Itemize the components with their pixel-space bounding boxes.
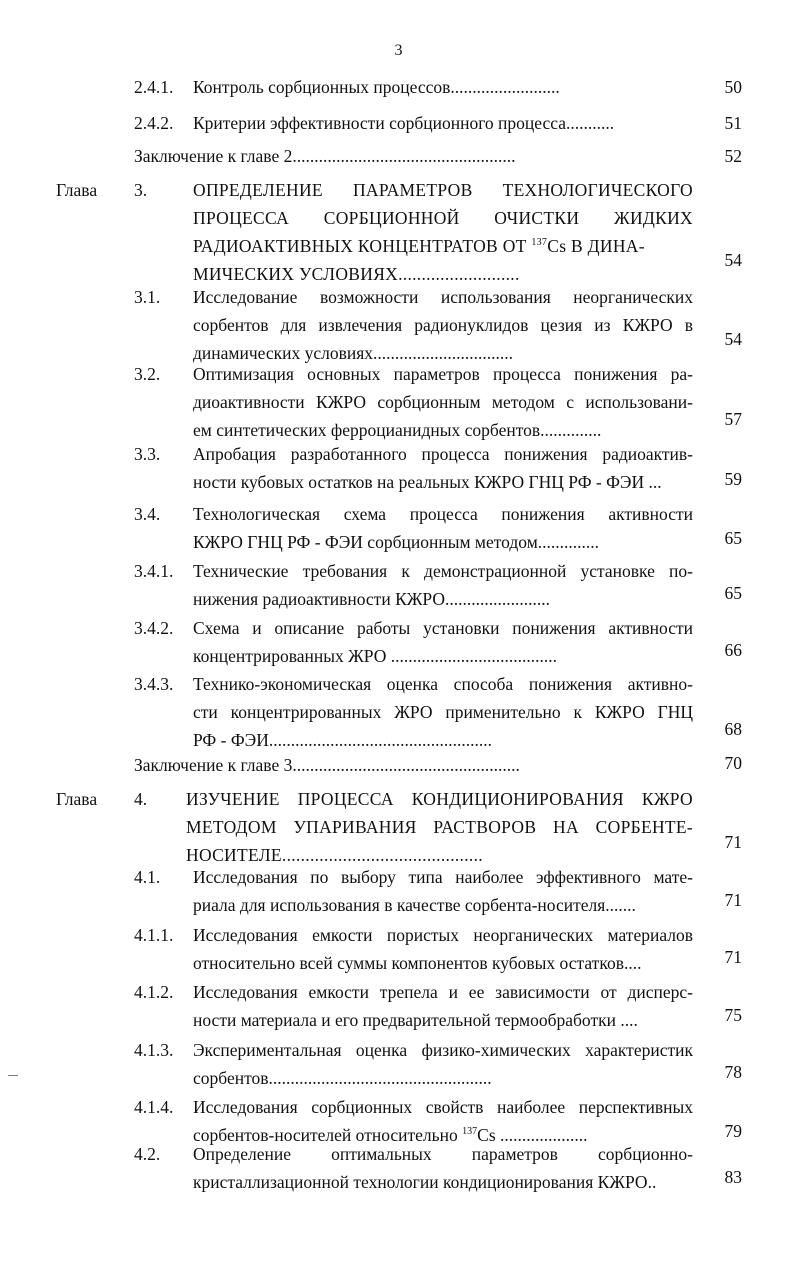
entry-title-line: нижения радиоактивности КЖРО........................ bbox=[193, 589, 551, 609]
section-number: 2.4.2. bbox=[134, 113, 174, 133]
page-ref: 59 bbox=[724, 469, 742, 489]
entry-title-line: сорбентов для извлечения радионуклидов цезия из КЖРО в bbox=[193, 315, 693, 335]
entry-title-line: концентрированных ЖРО ...................................... bbox=[193, 646, 558, 666]
entry-title-part: РАДИОАКТИВНЫХ КОНЦЕНТРАТОВ ОТ bbox=[193, 236, 527, 256]
section-number: 3.4.3. bbox=[134, 674, 174, 694]
entry-title-line: ОПРЕДЕЛЕНИЕ ПАРАМЕТРОВ ТЕХНОЛОГИЧЕСКОГО bbox=[193, 180, 693, 200]
section-number: 2.4.1. bbox=[134, 77, 174, 97]
page-ref: 54 bbox=[724, 250, 742, 270]
entry-title-line: Исследования сорбционных свойств наиболее перспективных bbox=[193, 1097, 693, 1117]
entry-title-line: РФ - ФЭИ................................................... bbox=[193, 730, 492, 750]
page-ref: 70 bbox=[724, 753, 742, 773]
entry-title-line: Технико-экономическая оценка способа понижения активно- bbox=[193, 674, 693, 694]
entry-title-line: ПРОЦЕССА СОРБЦИОННОЙ ОЧИСТКИ ЖИДКИХ bbox=[193, 208, 693, 228]
chapter-number: 3. bbox=[134, 180, 148, 200]
margin-mark bbox=[8, 1075, 18, 1076]
entry-title-line: ности кубовых остатков на реальных КЖРО ГНЦ РФ - ФЭИ ... bbox=[193, 472, 662, 492]
entry-title: Критерии эффективности сорбционного процесса........... bbox=[193, 113, 615, 133]
chapter-word: Глава bbox=[56, 180, 98, 200]
entry-title-line: МЕТОДОМ УПАРИВАНИЯ РАСТВОРОВ НА СОРБЕНТЕ- bbox=[186, 817, 693, 837]
entry-title-part: сорбентов-носителей относительно bbox=[193, 1125, 458, 1145]
entry-title-line: ем синтетических ферроцианидных сорбентов.............. bbox=[193, 420, 602, 440]
page-ref: 65 bbox=[724, 528, 742, 548]
page-ref: 65 bbox=[724, 583, 742, 603]
section-number: 3.4.2. bbox=[134, 618, 174, 638]
page-ref: 68 bbox=[724, 719, 742, 739]
section-number: 4.1.4. bbox=[134, 1097, 174, 1117]
entry-title-line: Апробация разработанного процесса понижения радиоактив- bbox=[193, 444, 693, 464]
page-ref: 71 bbox=[724, 832, 742, 852]
entry-title-line: НОСИТЕЛЕ........................................... bbox=[186, 845, 483, 865]
entry-title-line: Схема и описание работы установки понижения активности bbox=[193, 618, 693, 638]
entry-title-line: сти концентрированных ЖРО применительно к КЖРО ГНЦ bbox=[193, 702, 693, 722]
entry-title-line: КЖРО ГНЦ РФ - ФЭИ сорбционным методом.............. bbox=[193, 532, 600, 552]
entry-title-line: Технологическая схема процесса понижения активности bbox=[193, 504, 693, 524]
section-number: 3.3. bbox=[134, 444, 161, 464]
entry-title-line: диоактивности КЖРО сорбционным методом с использовани- bbox=[193, 392, 693, 412]
entry-title: Заключение к главе 3.................................................... bbox=[134, 755, 520, 775]
section-number: 4.1.3. bbox=[134, 1040, 174, 1060]
entry-title-line: Определение оптимальных параметров сорбционно- bbox=[193, 1144, 693, 1164]
page-ref: 54 bbox=[724, 329, 742, 349]
section-number: 4.1. bbox=[134, 867, 161, 887]
page-ref: 71 bbox=[724, 890, 742, 910]
entry-title-line: сорбентов................................................... bbox=[193, 1068, 492, 1088]
page-number: 3 bbox=[394, 42, 403, 59]
section-number: 3.1. bbox=[134, 287, 161, 307]
entry-title-line: Исследования емкости пористых неорганических материалов bbox=[193, 925, 693, 945]
entry-title-line: кристаллизационной технологии кондиционирования КЖРО.. bbox=[193, 1172, 657, 1192]
entry-title-line: динамических условиях................................ bbox=[193, 343, 514, 363]
section-number: 3.4. bbox=[134, 504, 161, 524]
page-ref: 83 bbox=[724, 1167, 742, 1187]
entry-title-line: риала для использования в качестве сорбента-носителя....... bbox=[193, 895, 636, 915]
page-ref: 66 bbox=[724, 640, 742, 660]
entry-title-line: ности материала и его предварительной термообработки .... bbox=[193, 1010, 638, 1030]
page-ref: 75 bbox=[724, 1005, 742, 1025]
page-ref: 51 bbox=[724, 113, 742, 133]
section-number: 3.2. bbox=[134, 364, 161, 384]
page-ref: 57 bbox=[724, 409, 742, 429]
entry-title-line: Экспериментальная оценка физико-химических характеристик bbox=[193, 1040, 693, 1060]
entry-title: Заключение к главе 2................................................... bbox=[134, 146, 516, 166]
entry-title-line bbox=[193, 232, 693, 260]
chapter-word: Глава bbox=[56, 789, 98, 809]
section-number: 4.1.2. bbox=[134, 982, 174, 1002]
entry-title-line: Исследование возможности использования неорганических bbox=[193, 287, 693, 307]
entry-title-line: Оптимизация основных параметров процесса понижения ра- bbox=[193, 364, 693, 384]
isotope-mass: 137 bbox=[462, 1126, 478, 1137]
entry-title-line: относительно всей суммы компонентов кубовых остатков.... bbox=[193, 953, 642, 973]
entry-title-line: Технические требования к демонстрационной установке по- bbox=[193, 561, 693, 581]
entry-title-line: Исследования емкости трепела и ее зависимости от дисперс- bbox=[193, 982, 693, 1002]
entry-title-line: ИЗУЧЕНИЕ ПРОЦЕССА КОНДИЦИОНИРОВАНИЯ КЖРО bbox=[186, 789, 693, 809]
chapter-number: 4. bbox=[134, 789, 148, 809]
page-ref: 78 bbox=[724, 1062, 742, 1082]
entry-title-part: Cs В ДИНА- bbox=[547, 236, 645, 256]
entry-title-part: Cs .................... bbox=[477, 1125, 588, 1145]
entry-title: Контроль сорбционных процессов......................... bbox=[193, 77, 560, 97]
section-number: 4.1.1. bbox=[134, 925, 174, 945]
section-number: 4.2. bbox=[134, 1144, 161, 1164]
entry-title-line: Исследования по выбору типа наиболее эффективного мате- bbox=[193, 867, 693, 887]
isotope-mass: 137 bbox=[531, 237, 548, 248]
page-ref: 50 bbox=[724, 77, 742, 97]
page-ref: 71 bbox=[724, 947, 742, 967]
page-ref: 52 bbox=[724, 146, 742, 166]
section-number: 3.4.1. bbox=[134, 561, 174, 581]
entry-title-line: МИЧЕСКИХ УСЛОВИЯХ.......................... bbox=[193, 264, 520, 284]
page-ref: 79 bbox=[724, 1121, 742, 1141]
